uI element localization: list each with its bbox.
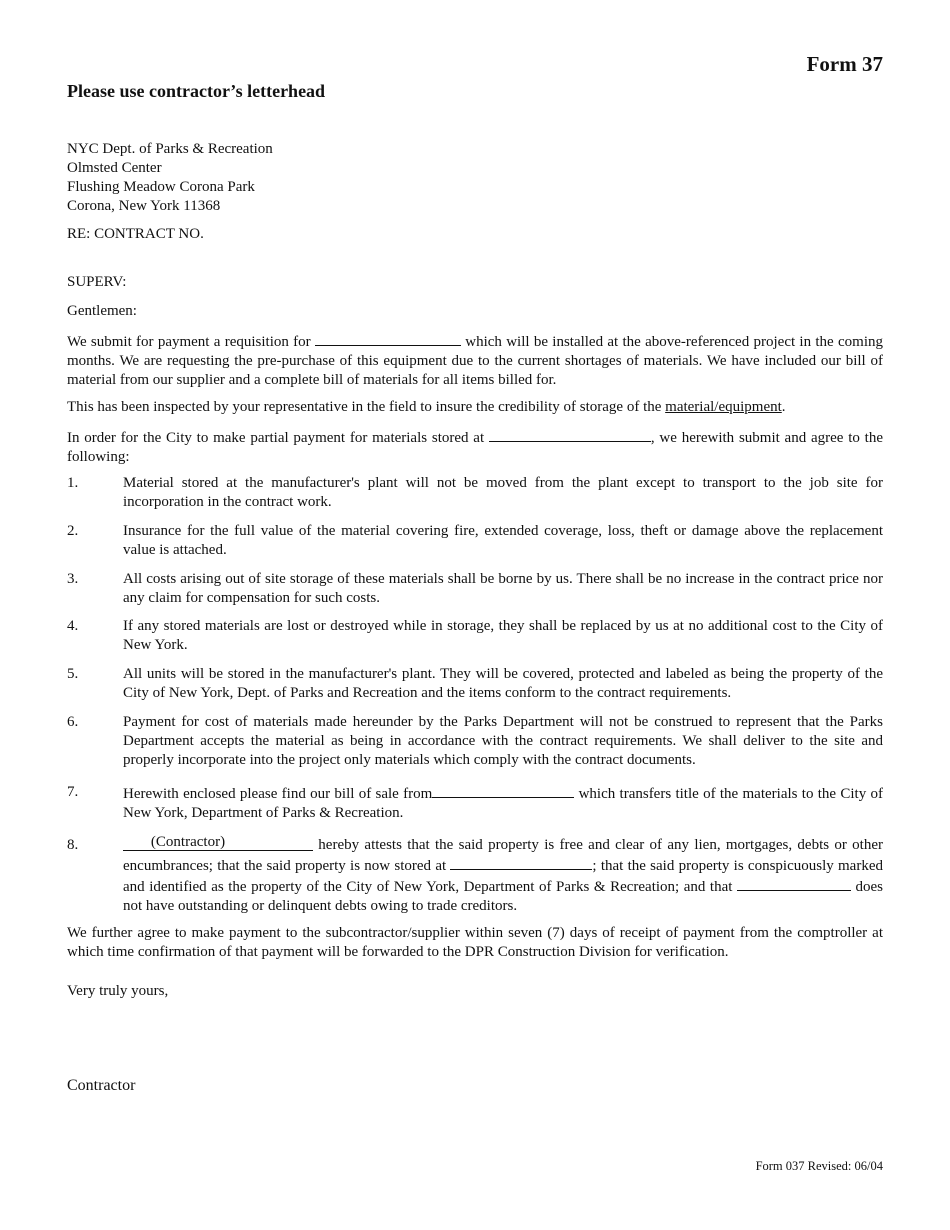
- list-item-number: 5.: [67, 666, 79, 682]
- list-item-number: 7.: [67, 784, 79, 800]
- signature-label: Contractor: [67, 1077, 136, 1094]
- list-item-text: Insurance for the full value of the material covering fire, extended coverage, loss, theft or damage above the replacement value is attached.: [123, 523, 883, 558]
- storage-address-blank[interactable]: [450, 855, 592, 870]
- inspection-text-end: .: [781, 399, 786, 415]
- address-line-1: NYC Dept. of Parks & Recreation: [67, 141, 273, 157]
- form-number: Form 37: [806, 52, 883, 76]
- contractor-name-blank[interactable]: [123, 836, 313, 851]
- list-item: [67, 617, 883, 655]
- list-item: [67, 665, 883, 703]
- storage-location-blank[interactable]: [489, 427, 651, 442]
- valediction: Very truly yours,: [67, 983, 169, 999]
- list-item-text: All costs arising out of site storage of these materials shall be borne by us. There shall be no increase in the contract price nor any claim for compensation for such costs.: [123, 571, 883, 606]
- requisition-paragraph: [67, 331, 883, 390]
- attestation-text-1: hereby attests that the said property is free and clear of any lien, mortgages, debts or other encumbrances; that the said property is now stored at: [123, 837, 883, 874]
- list-item-number: 3.: [67, 571, 79, 587]
- address-line-4: Corona, New York 11368: [67, 198, 221, 214]
- partial-payment-paragraph: [67, 427, 883, 467]
- address-line-2: Olmsted Center: [67, 160, 162, 176]
- requisition-item-blank[interactable]: [315, 331, 461, 346]
- list-item-number: 8.: [67, 837, 79, 853]
- list-item: [67, 474, 883, 512]
- attestation-text-2: ; that the said property is conspicuously marked and identified as the property of the City of New York, Department of Parks & Recreation; and that: [123, 858, 883, 895]
- list-item-number: 6.: [67, 714, 79, 730]
- address-line-3: Flushing Meadow Corona Park: [67, 179, 255, 195]
- bill-of-sale-from-blank[interactable]: [432, 783, 574, 798]
- list-item-bill-of-sale: [67, 783, 883, 823]
- list-item-attestation: [67, 836, 883, 916]
- list-item-text: Payment for cost of materials made hereunder by the Parks Department will not be construed to represent that the Parks Department accepts the material as being in accordance with the contract requirements. We shall deliver to the site and properly incorporate into the project only materials which comply with the contract documents.: [123, 714, 883, 768]
- requisition-text-start: We submit for payment a requisition for: [67, 334, 315, 350]
- company-name-blank[interactable]: [737, 876, 851, 891]
- list-item-number: 2.: [67, 523, 79, 539]
- attestation-text-3: does not have outstanding or delinquent debts owing to trade creditors.: [123, 879, 883, 914]
- list-item-number: 1.: [67, 475, 79, 491]
- list-item-text: [123, 836, 883, 916]
- inspection-paragraph: [67, 398, 883, 417]
- superv-line: SUPERV:: [67, 274, 127, 290]
- list-item-text: [123, 783, 883, 823]
- list-item: [67, 570, 883, 608]
- contractor-placeholder-label: (Contractor): [150, 834, 226, 850]
- requisition-text-end: which will be installed at the above-referenced project in the coming months. We are requesting the pre-purchase of this equipment due to the current shortages of materials. We have included our bill of material from our supplier and a complete bill of materials for all items billed for.: [67, 334, 884, 388]
- salutation: Gentlemen:: [67, 303, 137, 319]
- partial-payment-text-start: In order for the City to make partial payment for materials stored at: [67, 430, 489, 446]
- bill-of-sale-text-end: which transfers title of the materials to the City of New York, Department of Parks & Recreation.: [123, 786, 883, 821]
- list-item-text: All units will be stored in the manufacturer's plant. They will be covered, protected and labeled as being the property of the City of New York, Dept. of Parks and Recreation and the items conform to the contract requirements.: [123, 666, 883, 701]
- inspection-text-start: This has been inspected by your representative in the field to insure the credibility of storage of the: [67, 399, 666, 415]
- form-revision-footer: Form 037 Revised: 06/04: [755, 1159, 883, 1173]
- re-contract-line: RE: CONTRACT NO.: [67, 226, 204, 242]
- list-item-text: If any stored materials are lost or destroyed while in storage, they shall be replaced by us at no additional cost to the City of New York.: [123, 618, 883, 653]
- list-item: [67, 713, 883, 770]
- recipient-address: [67, 140, 273, 216]
- closing-paragraph: We further agree to make payment to the subcontractor/supplier within seven (7) days of receipt of payment from the comptroller at which time confirmation of that payment will be forwarded to the DPR Construction Division for verification.: [67, 925, 883, 960]
- bill-of-sale-text-start: Herewith enclosed please find our bill of sale from: [123, 786, 433, 802]
- material-equipment-underlined: material/equipment: [665, 399, 782, 415]
- letterhead-note: Please use contractor’s letterhead: [67, 81, 326, 101]
- list-item-number: 4.: [67, 618, 79, 634]
- list-item-text: Material stored at the manufacturer's plant will not be moved from the plant except to transport to the job site for incorporation in the contract work.: [123, 475, 883, 510]
- list-item: [67, 522, 883, 560]
- partial-payment-text-end: , we herewith submit and agree to the following:: [67, 430, 883, 465]
